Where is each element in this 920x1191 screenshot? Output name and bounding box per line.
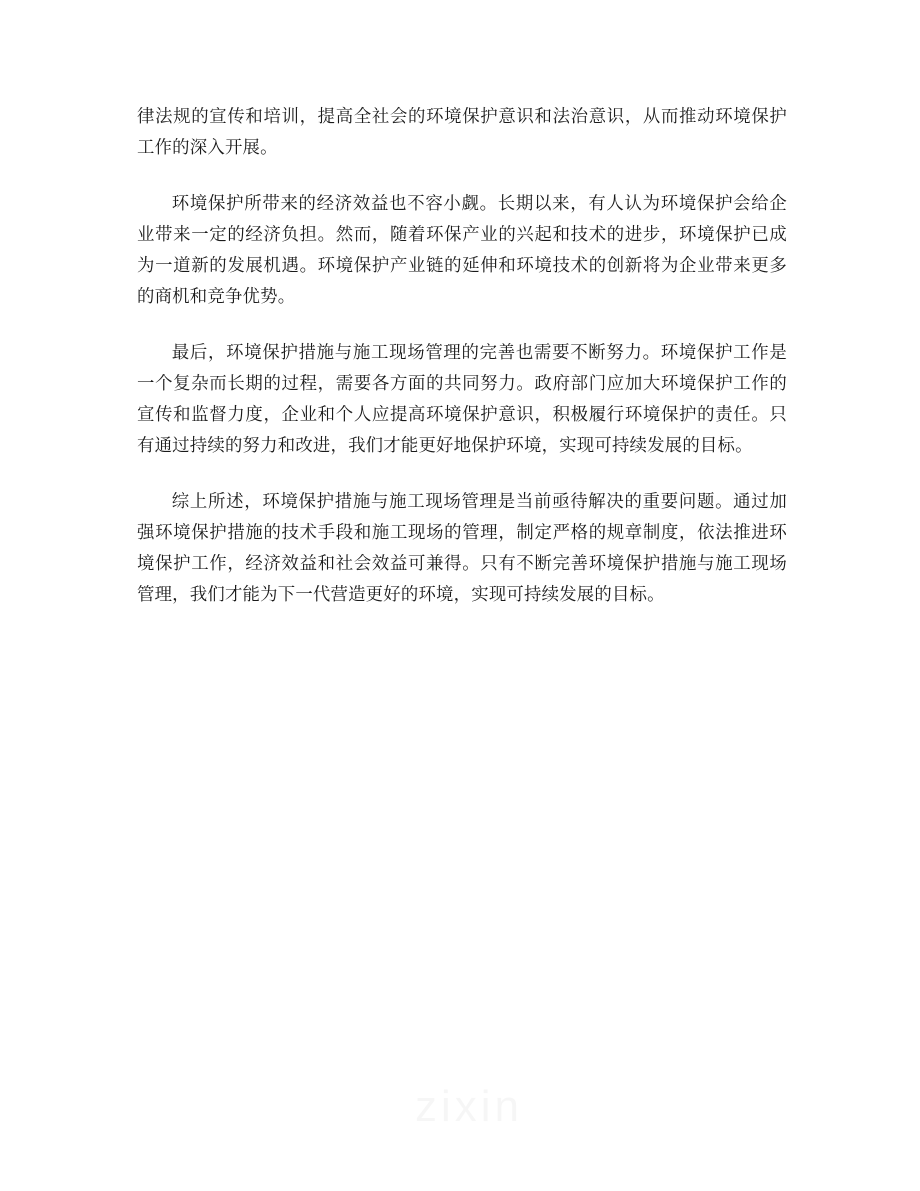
paragraph-1: 律法规的宣传和培训，提高全社会的环境保护意识和法治意识，从而推动环境保护工作的深入开展。 xyxy=(137,107,787,158)
paragraph-4: 综上所述，环境保护措施与施工现场管理是当前亟待解决的重要问题。通过加强环境保护措施的技术手段和施工现场的管理，制定严格的规章制度，依法推进环境保护工作，经济效益和社会效益可兼得。只有不断完善环境保护措施与施工现场管理，我们才能为下一代营造更好的环境，实现可持续发展的目标。 xyxy=(137,492,787,605)
paragraph-2: 环境保护所带来的经济效益也不容小觑。长期以来，有人认为环境保护会给企业带来一定的经济负担。然而，随着环保产业的兴起和技术的进步，环境保护已成为一道新的发展机遇。环境保护产业链的延伸和环境技术的创新将为企业带来更多的商机和竞争优势。 xyxy=(137,194,787,307)
document-page xyxy=(137,102,787,636)
watermark-text xyxy=(415,1082,523,1132)
paragraph-3: 最后，环境保护措施与施工现场管理的完善也需要不断努力。环境保护工作是一个复杂而长期的过程，需要各方面的共同努力。政府部门应加大环境保护工作的宣传和监督力度，企业和个人应提高环境保护意识，积极履行环境保护的责任。只有通过持续的努力和改进，我们才能更好地保护环境，实现可持续发展的目标。 xyxy=(137,343,787,456)
